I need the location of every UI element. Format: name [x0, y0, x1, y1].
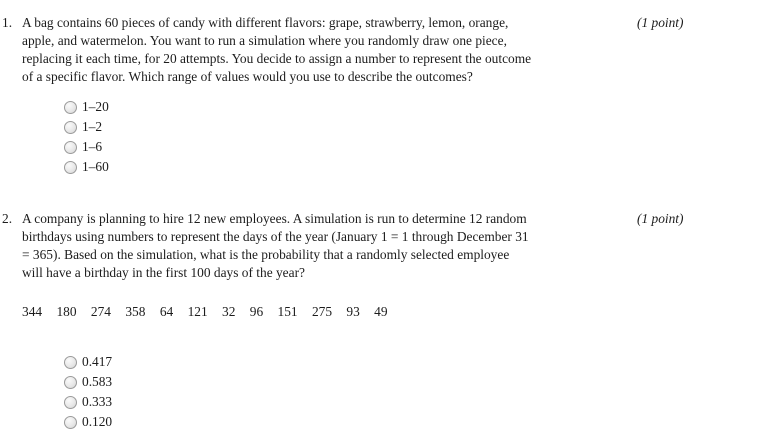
option-label: 0.417 — [82, 354, 113, 369]
option-label: 1–6 — [82, 139, 103, 154]
question-1 — [2, 14, 771, 177]
simulation-number: 93 — [346, 304, 360, 319]
simulation-number: 180 — [56, 304, 77, 319]
simulation-number: 49 — [374, 304, 388, 319]
question-2-text-line: birthdays using numbers to represent the days of the year (January 1 = 1 through December 31 — [22, 229, 529, 244]
question-1-text-line: apple, and watermelon. You want to run a simulation where you randomly draw one piece, — [22, 33, 507, 48]
answer-option — [64, 352, 630, 372]
points-label: (1 point) — [637, 15, 684, 30]
question-2-number: 2. — [2, 211, 13, 226]
answer-option — [64, 117, 630, 137]
radio-button[interactable] — [64, 416, 77, 429]
option-label: 1–20 — [82, 99, 109, 114]
radio-button[interactable] — [64, 356, 77, 369]
radio-button[interactable] — [64, 161, 77, 174]
question-1-text-line: of a specific flavor. Which range of values would you use to describe the outcomes? — [22, 69, 473, 84]
radio-button[interactable] — [64, 141, 77, 154]
question-2-text-line: A company is planning to hire 12 new employees. A simulation is run to determine 12 random — [22, 211, 527, 226]
option-label: 1–2 — [82, 119, 103, 134]
question-1-body — [22, 14, 630, 177]
question-2 — [2, 210, 771, 432]
simulation-number: 32 — [222, 304, 236, 319]
radio-button[interactable] — [64, 101, 77, 114]
question-2-text-line: will have a birthday in the first 100 days of the year? — [22, 265, 305, 280]
simulation-number: 96 — [249, 304, 264, 319]
question-1-number: 1. — [2, 15, 13, 30]
option-label: 0.333 — [82, 394, 113, 409]
radio-button[interactable] — [64, 376, 77, 389]
simulation-results-row — [22, 303, 630, 321]
radio-button[interactable] — [64, 396, 77, 409]
simulation-number: 344 — [22, 304, 43, 319]
answer-option — [64, 372, 630, 392]
answer-option — [64, 157, 630, 177]
answer-option — [64, 137, 630, 157]
radio-button[interactable] — [64, 121, 77, 134]
answer-option — [64, 392, 630, 412]
simulation-number: 64 — [159, 304, 174, 319]
option-label: 0.120 — [82, 414, 113, 429]
question-2-text-line: = 365). Based on the simulation, what is the probability that a randomly selected employee — [22, 247, 510, 262]
question-1-options — [64, 97, 630, 177]
option-label: 0.583 — [82, 374, 113, 389]
option-label: 1–60 — [82, 159, 109, 174]
question-1-text-line: replacing it each time, for 20 attempts. You decide to assign a number to represent the outcome — [22, 51, 532, 66]
simulation-number: 358 — [125, 304, 146, 319]
question-2-body — [22, 210, 630, 432]
simulation-number: 274 — [90, 304, 111, 319]
answer-option — [64, 412, 630, 432]
points-label: (1 point) — [637, 211, 684, 226]
answer-option — [64, 97, 630, 117]
question-2-options — [64, 352, 630, 432]
simulation-number: 275 — [311, 304, 333, 319]
simulation-number: 121 — [187, 304, 208, 319]
simulation-number: 151 — [277, 304, 298, 319]
question-1-text-line: A bag contains 60 pieces of candy with different flavors: grape, strawberry, lemon, orange, — [22, 15, 509, 30]
